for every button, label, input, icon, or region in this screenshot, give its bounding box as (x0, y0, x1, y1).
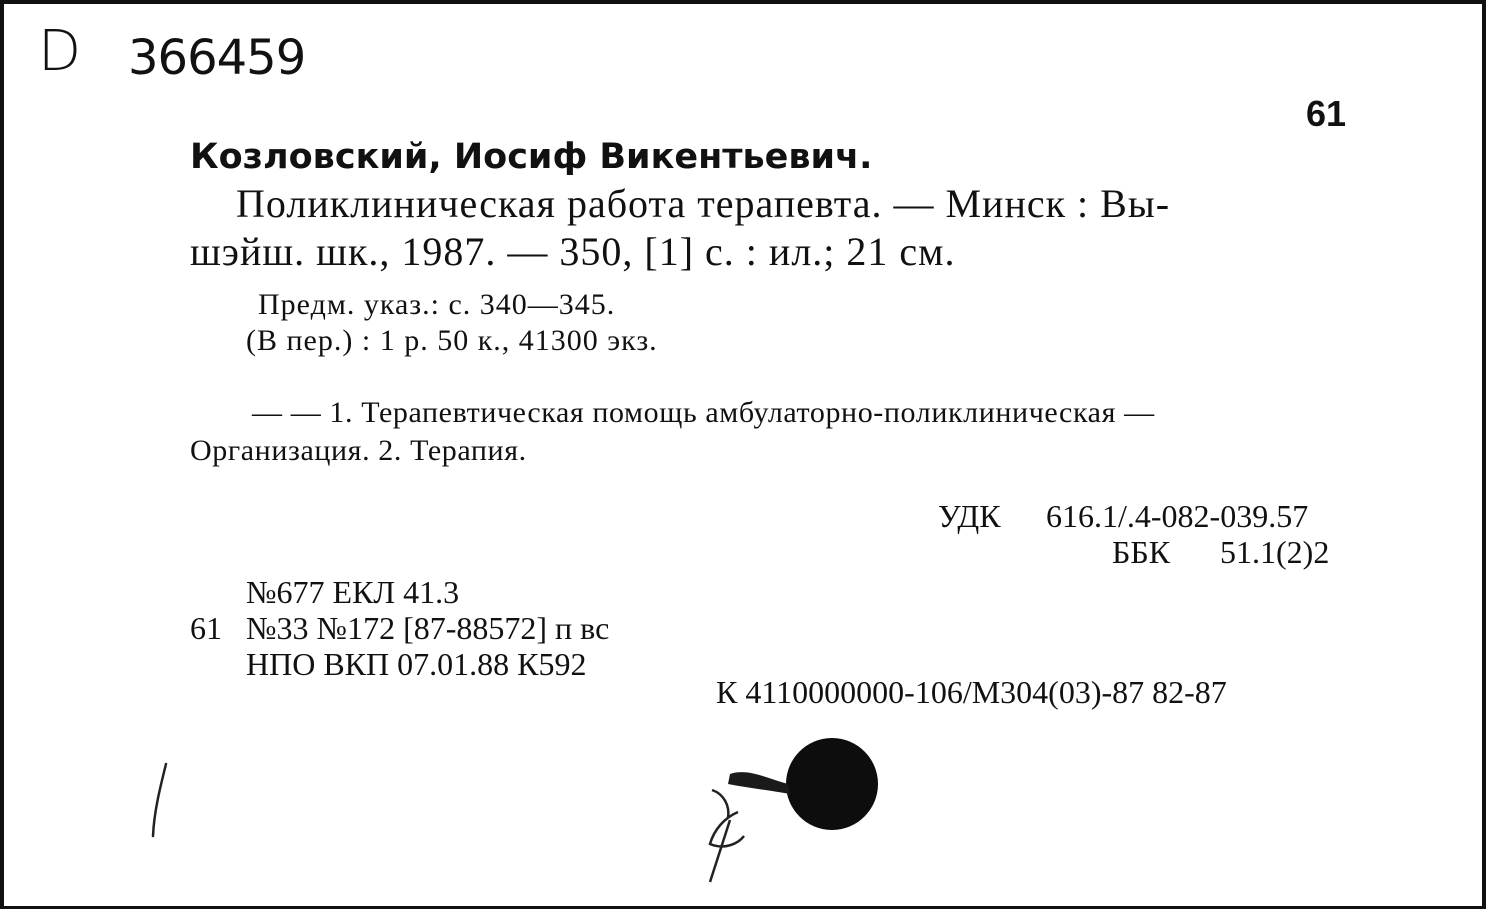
library-stamp-mark (704, 732, 894, 892)
bbk-value: 51.1(2)2 (1220, 534, 1330, 570)
title-line-1: Поликлиническая работа терапевта. — Минск : Вы- (236, 181, 1171, 226)
k-code: К 4110000000-106/М304(03)-87 82-87 (716, 674, 1227, 710)
inventory-letter: D (38, 19, 82, 84)
service-class-number: 61 (190, 610, 222, 646)
service-line-3: НПО ВКП 07.01.88 К592 (246, 646, 587, 682)
pencil-stroke-mark (144, 760, 174, 840)
class-number: 61 (1306, 93, 1347, 134)
udk-value: 616.1/.4-082-039.57 (1046, 498, 1309, 534)
price-note: (В пер.) : 1 р. 50 к., 41300 экз. (246, 324, 658, 357)
author-heading: Козловский, Иосиф Викентьевич. (190, 137, 873, 177)
subjects-line-2: Организация. 2. Терапия. (190, 434, 527, 467)
inventory-number: 366459 (128, 30, 306, 86)
bbk-label: ББК (1112, 534, 1171, 570)
index-note: Предм. указ.: с. 340—345. (258, 288, 616, 321)
title-line-2: шэйш. шк., 1987. — 350, [1] с. : ил.; 21 см. (190, 229, 956, 274)
service-line-2: №33 №172 [87-88572] п вс (246, 610, 610, 646)
service-line-1: №677 ЕКЛ 41.3 (246, 574, 460, 610)
subjects-line-1: — — 1. Терапевтическая помощь амбулаторно-поликлиническая — (252, 396, 1155, 429)
udk-label: УДК (938, 498, 1001, 534)
